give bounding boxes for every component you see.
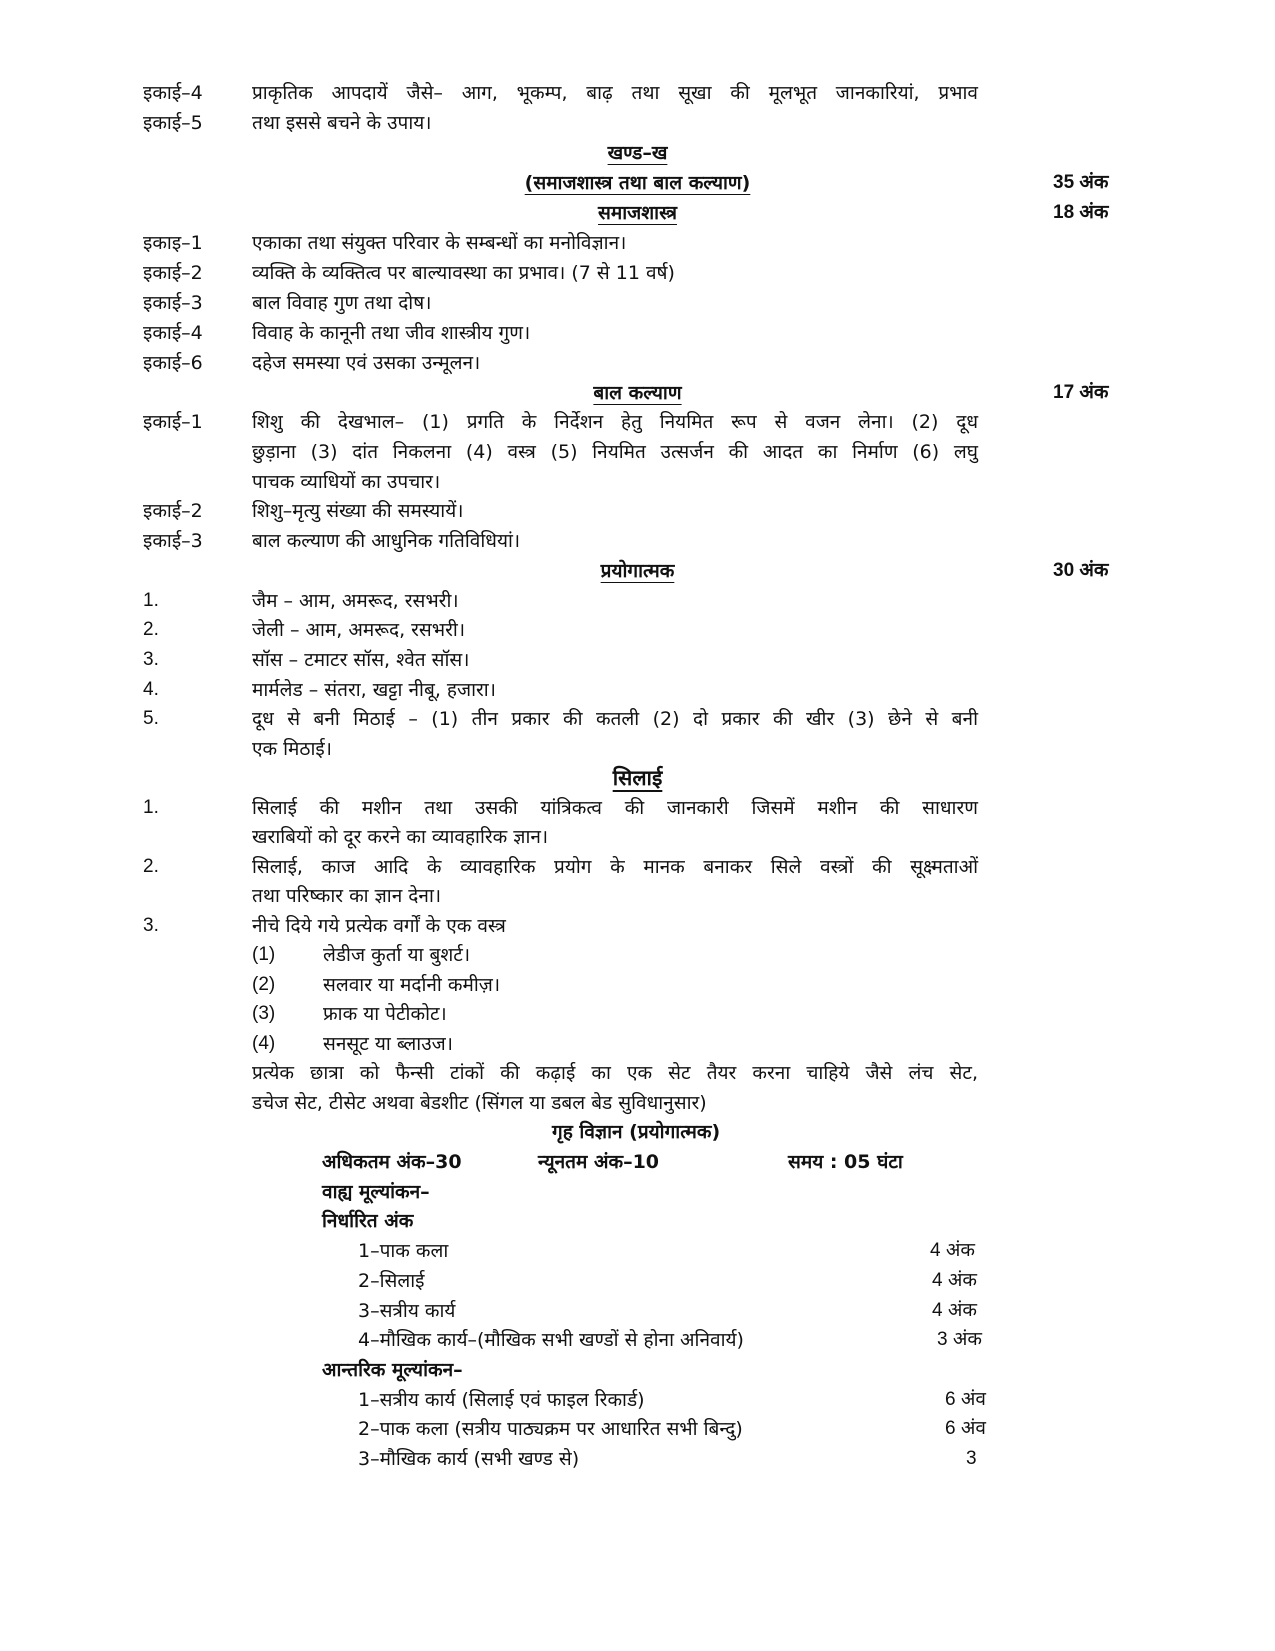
unit-label: इकाई–2: [143, 500, 203, 522]
item-text: 3–सत्रीय कार्य: [358, 1300, 456, 1322]
garment-text: लेडीज कुर्ता या बुशर्ट।: [323, 944, 471, 966]
item-text: 1–पाक कला: [358, 1240, 449, 1262]
item-number: 5.: [143, 708, 159, 729]
item-text: नीचे दिये गये प्रत्येक वर्गों के एक वस्त्र: [252, 915, 506, 937]
external-item: [0, 1236, 1275, 1266]
unit-label: इकाई–2: [143, 262, 203, 284]
item-number: 2.: [143, 619, 159, 640]
garment-text: सलवार या मर्दानी कमीज़।: [323, 974, 501, 996]
sociology-marks: 18 अंक: [1053, 202, 1109, 223]
garment-number: (4): [252, 1033, 276, 1054]
internal-item: [0, 1414, 1275, 1444]
sewing-heading: सिलाई: [612, 766, 663, 790]
item-number: 3.: [143, 649, 159, 670]
item-text: खराबियों को दूर करने का व्यावहारिक ज्ञान।: [252, 826, 549, 848]
section-subtitle-row: [0, 168, 1275, 198]
item-text: सिलाई, काज आदि के व्यावहारिक प्रयोग के मानक बनाकर सिले वस्त्रों की सूक्ष्मताओं: [252, 856, 978, 878]
section-marks: 35 अंक: [1053, 172, 1109, 193]
item-number: 1.: [143, 797, 159, 818]
garment-number: (1): [252, 944, 276, 965]
item-text: सॉस – टमाटर सॉस, श्वेत सॉस।: [252, 649, 470, 671]
item-text: 1–सत्रीय कार्य (सिलाई एवं फाइल रिकार्ड): [358, 1389, 645, 1411]
item-marks: 6 अंव: [945, 1389, 986, 1410]
practical-marks: 30 अंक: [1053, 560, 1109, 581]
item-number: 2.: [143, 856, 159, 877]
practical-heading: प्रयोगात्मक: [600, 560, 675, 582]
item-text: जेली – आम, अमरूद, रसभरी।: [252, 619, 466, 641]
external-heading: वाह्य मूल्यांकन–: [322, 1181, 430, 1203]
external-item: [0, 1296, 1275, 1326]
item-text: सिलाई की मशीन तथा उसकी यांत्रिकत्व की जानकारी जिसमें मशीन की साधारण: [252, 797, 978, 819]
item-marks: 4 अंक: [930, 1240, 975, 1261]
item-text: जैम – आम, अमरूद, रसभरी।: [252, 590, 459, 612]
embroidery-text: प्रत्येक छात्रा को फैन्सी टांकों की कढ़ाई का एक सेट तैयर करना चाहिये जैसे लंच सेट,: [252, 1062, 978, 1084]
item-marks: 4 अंक: [932, 1270, 977, 1291]
child-welfare-heading: बाल कल्याण: [593, 382, 682, 404]
unit-label: इकाई–6: [143, 352, 203, 374]
internal-item: [0, 1385, 1275, 1415]
garment-text: फ्राक या पेटीकोट।: [323, 1003, 447, 1025]
max-marks: अधिकतम अंक–30: [322, 1151, 462, 1173]
garment-number: (2): [252, 974, 276, 995]
unit-label: इकाइ–1: [143, 232, 203, 254]
section-subtitle: (समाजशास्त्र तथा बाल कल्याण): [524, 172, 751, 194]
allotted-heading: निर्धारित अंक: [322, 1210, 414, 1232]
unit-text: बाल विवाह गुण तथा दोष।: [252, 292, 432, 314]
item-text: एक मिठाई।: [252, 738, 332, 760]
item-text: मार्मलेड – संतरा, खट्टा नीबू, हजारा।: [252, 679, 496, 701]
internal-heading: आन्तरिक मूल्यांकन–: [322, 1359, 463, 1381]
item-number: 4.: [143, 679, 159, 700]
item-marks: 4 अंक: [932, 1300, 977, 1321]
item-number: 1.: [143, 590, 159, 611]
min-marks: न्यूनतम अंक–10: [538, 1151, 660, 1173]
unit-label: इकाई–4: [143, 82, 203, 104]
item-text: तथा परिष्कार का ज्ञान देना।: [252, 885, 442, 907]
exam-marks-row: [0, 1147, 1275, 1177]
unit-text: शिशु–मृत्यु संख्या की समस्यायें।: [252, 500, 464, 522]
item-text: 3–मौखिक कार्य (सभी खण्ड से): [358, 1448, 580, 1470]
item-text: 2–सिलाई: [358, 1270, 425, 1292]
unit-text: प्राकृतिक आपदायें जैसे– आग, भूकम्प, बाढ़ तथा सूखा की मूलभूत जानकारियां, प्रभाव: [252, 82, 978, 104]
exam-title: गृह विज्ञान (प्रयोगात्मक): [552, 1121, 721, 1143]
unit-text: छुड़ाना (3) दांत निकलना (4) वस्त्र (5) नियमित उत्सर्जन की आदत का निर्माण (6) लघु: [252, 441, 978, 463]
unit-text: पाचक व्याधियों का उपचार।: [252, 471, 441, 493]
embroidery-text: डचेज सेट, टीसेट अथवा बेडशीट (सिंगल या डबल बेड सुविधानुसार): [252, 1092, 707, 1114]
unit-text: दहेज समस्या एवं उसका उन्मूलन।: [252, 352, 481, 374]
item-text: 4–मौखिक कार्य–(मौखिक सभी खण्डों से होना अनिवार्य): [358, 1329, 744, 1351]
garment-number: (3): [252, 1003, 276, 1024]
external-item: [0, 1325, 1275, 1355]
item-text: 2–पाक कला (सत्रीय पाठ्यक्रम पर आधारित सभी बिन्दु): [358, 1418, 743, 1440]
child-welfare-marks: 17 अंक: [1053, 382, 1109, 403]
practical-heading-row: [0, 556, 1275, 586]
unit-text: तथा इससे बचने के उपाय।: [252, 112, 432, 134]
exam-time: समय : 05 घंटा: [788, 1151, 903, 1173]
item-number: 3.: [143, 915, 159, 936]
unit-label: इकाई–4: [143, 322, 203, 344]
external-item: [0, 1266, 1275, 1296]
unit-text: विवाह के कानूनी तथा जीव शास्त्रीय गुण।: [252, 322, 531, 344]
unit-text: एकाका तथा संयुक्त परिवार के सम्बन्धों का मनोविज्ञान।: [252, 232, 627, 254]
unit-text: शिशु की देखभाल– (1) प्रगति के निर्देशन हेतु नियमित रूप से वजन लेना। (2) दूध: [252, 411, 978, 433]
child-welfare-heading-row: [0, 378, 1275, 408]
internal-item: [0, 1444, 1275, 1474]
sociology-heading: समाजशास्त्र: [598, 202, 677, 224]
unit-label: इकाई–3: [143, 292, 203, 314]
unit-text: व्यक्ति के व्यक्तित्व पर बाल्यावस्था का प्रभाव। (7 से 11 वर्ष): [252, 262, 675, 284]
item-marks: 3 अंक: [937, 1329, 982, 1350]
item-marks: 3: [966, 1448, 977, 1469]
garment-text: सनसूट या ब्लाउज।: [323, 1033, 453, 1055]
unit-label: इकाई–1: [143, 411, 203, 433]
section-title: खण्ड–ख: [607, 142, 668, 164]
sociology-heading-row: [0, 198, 1275, 228]
unit-text: बाल कल्याण की आधुनिक गतिविधियां।: [252, 530, 521, 552]
unit-label: इकाई–3: [143, 530, 203, 552]
item-text: दूध से बनी मिठाई – (1) तीन प्रकार की कतली (2) दो प्रकार की खीर (3) छेने से बनी: [252, 708, 978, 730]
item-marks: 6 अंव: [945, 1418, 986, 1439]
unit-label: इकाई–5: [143, 112, 203, 134]
